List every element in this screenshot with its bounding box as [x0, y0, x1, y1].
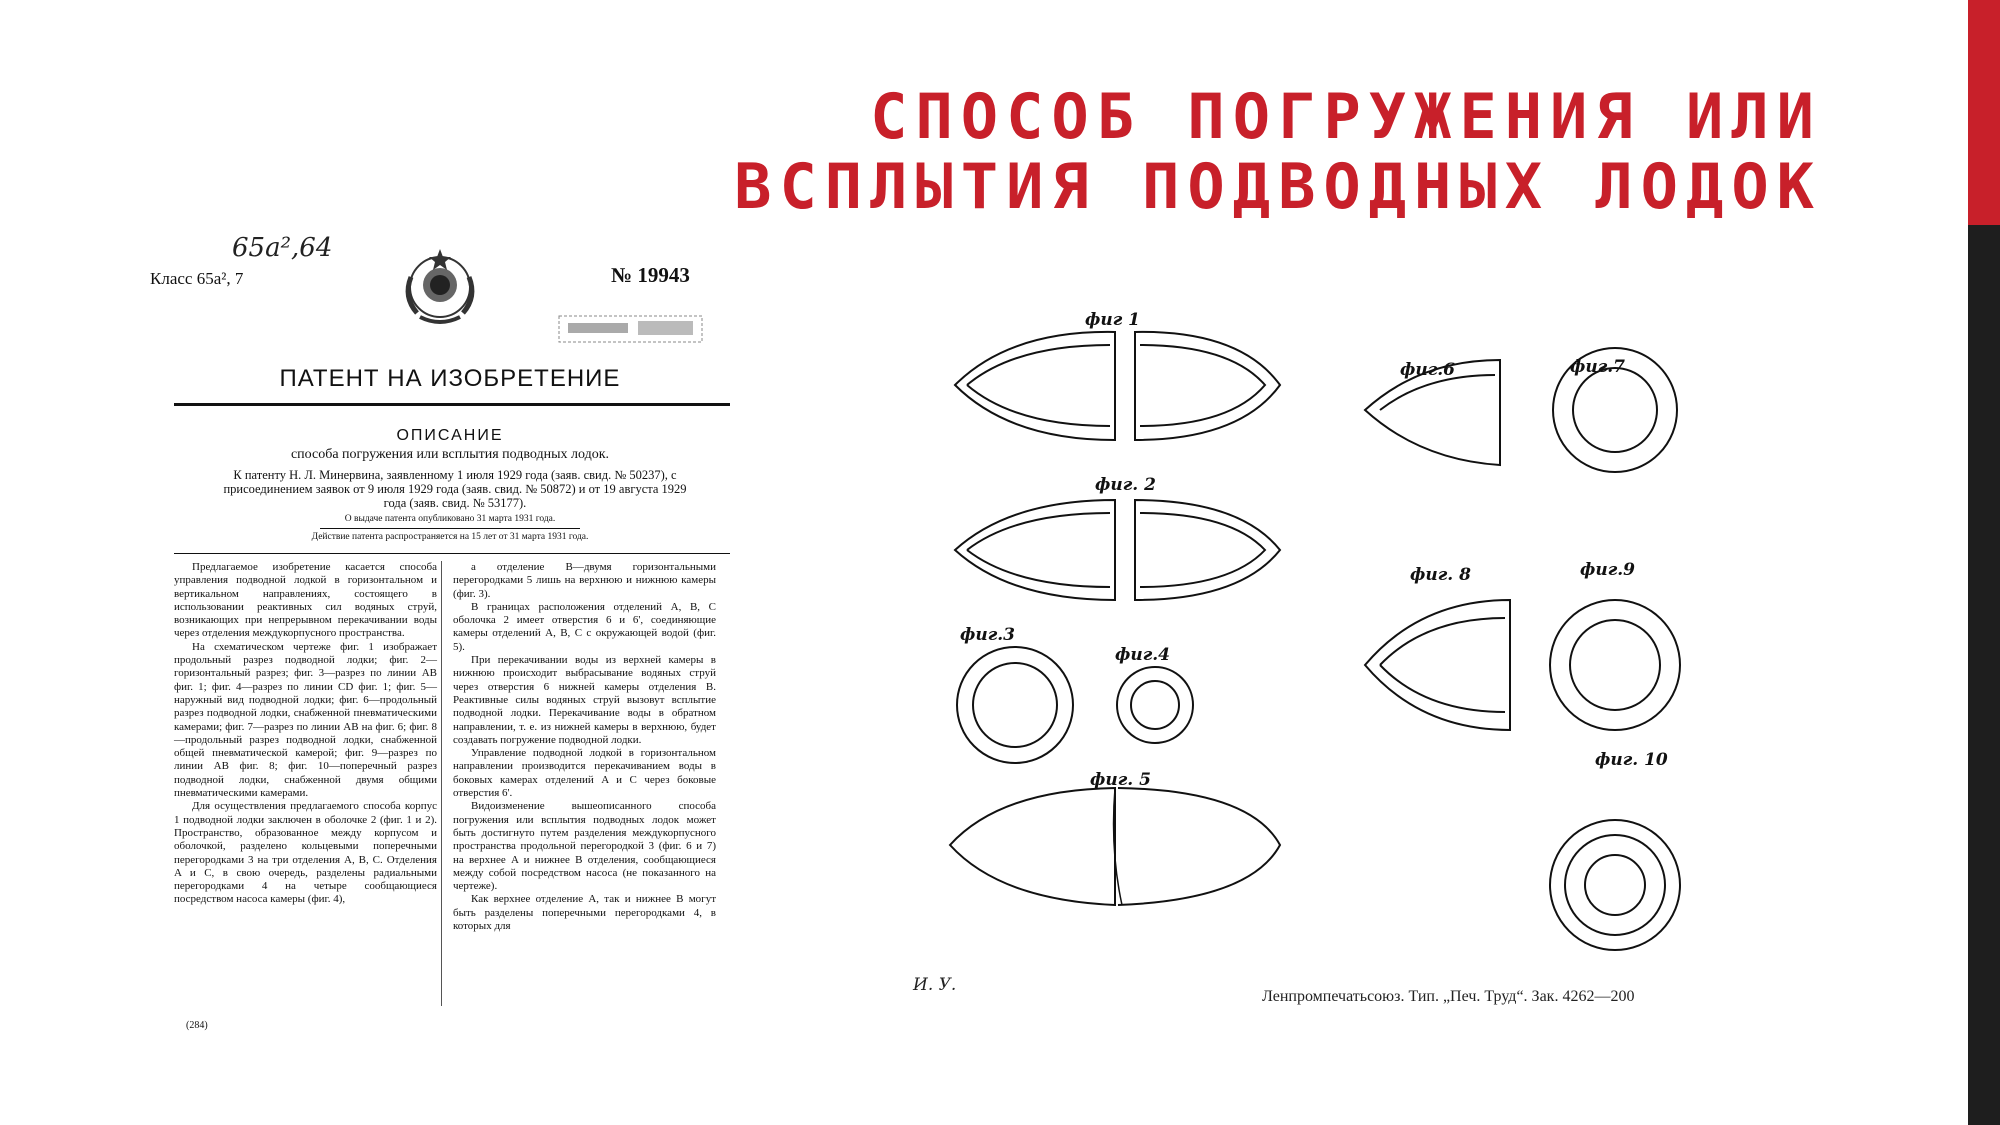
slide-title: СПОСОБ ПОГРУЖЕНИЯ ИЛИ ВСПЛЫТИЯ ПОДВОДНЫХ ЛОДОК — [734, 80, 1822, 223]
fig5-hull-left — [950, 788, 1115, 905]
right-accent-bar — [1968, 0, 2000, 1125]
paragraph: При перекачивании воды из верхней камеры в нижнюю происходит выбрасывание водяных струй через отверстия 6 нижней камеры отделения B. Реактивные силы водяных струй вызовут всплытие подводной лодки. Перекачивание воды в обратном направлении, т. е. из нижней камеры в верхнюю, будет создавать погружение подводной лодки. — [453, 654, 716, 746]
patent-claim-info: К патенту Н. Л. Минервина, заявленному 1 июля 1929 года (заяв. свид. № 50237), с присоединением заявок от 9 июля 1929 года (заяв. свид. № 50872) и от 19 августа 1929 года (заяв. свид. № 53177). — [223, 468, 687, 510]
right-text-column — [453, 561, 716, 933]
fig9-label: фиг.9 — [1580, 560, 1636, 580]
fig3-outer — [957, 647, 1073, 763]
fig1-hull-left — [955, 332, 1115, 440]
fig10-mid — [1565, 835, 1665, 935]
fig10-label: фиг. 10 — [1595, 750, 1668, 770]
fig4-label: фиг.4 — [1115, 645, 1171, 665]
red-accent — [1968, 0, 2000, 225]
paragraph: На схематическом чертеже фиг. 1 изображает продольный разрез подводной лодки; фиг. 2—горизонтальный разрез; фиг. 3—разрез по линии AB фиг. 1; фиг. 4—разрез по линии CD фиг. 1; фиг. 5—наружный вид подводной лодки; фиг. 6—продольный разрез подводной лодки, снабженной пневматическими камерами; фиг. 7—разрез по линии AB на фиг. 6; фиг. 8—продольный разрез подводной лодки, снабженной общей пневматической камерой; фиг. 9—разрез по линии AB фиг. 8; фиг. 10—поперечный разрез подводной лодки, снабженной двумя общими пневматическими камерами. — [174, 640, 437, 800]
patent-subject: способа погружения или всплытия подводных лодок. — [290, 447, 610, 462]
paragraph: Управление подводной лодкой в горизонтальном направлении производится перекачиванием воды в боковых камерах отделений A и C через боковые отверстия 6'. — [453, 747, 716, 800]
paragraph: Предлагаемое изобретение касается способа управления подводной лодкой в горизонтальном и вертикальном направлениях, состоящего в использовании реактивных сил водяных струй, возникающих при непрерывном перекачивании воды через отделения междукорпусного пространства. — [174, 561, 437, 640]
fig5-label: фиг. 5 — [1090, 770, 1151, 790]
fig7-label: фиг.7 — [1570, 357, 1626, 377]
fig8-label: фиг. 8 — [1410, 565, 1471, 585]
technical-drawings — [860, 300, 1740, 1020]
validity-note: Действие патента распространяется на 15 лет от 31 марта 1931 года. — [311, 532, 589, 542]
fig2-label: фиг. 2 — [1095, 475, 1156, 495]
drawings-svg — [860, 300, 1740, 1020]
opisanie-heading: ОПИСАНИЕ — [396, 427, 504, 444]
fig10-outer — [1550, 820, 1680, 950]
columns-rule — [174, 553, 730, 554]
left-text-column — [174, 561, 437, 907]
note-rule — [320, 528, 580, 529]
paragraph: Видоизменение вышеописанного способа погружения или всплытия подводных лодок может быть достигнуто путем разделения междукорпусного пространства продольной перегородкой 3 (фиг. 6 и 7) на верхнее A и нижнее B отделения, сообщающиеся между собой посредством насоса (не показанного на чертеже). — [453, 800, 716, 893]
fig1-label: фиг 1 — [1085, 310, 1141, 330]
fig10-inner — [1585, 855, 1645, 915]
fig4-outer — [1117, 667, 1193, 743]
fig6-label: фиг.6 — [1400, 360, 1456, 380]
fig2-hull-right — [1135, 500, 1280, 600]
library-stamp — [558, 315, 703, 343]
paragraph: Как верхнее отделение A, так и нижнее B могут быть разделены поперечными перегородками 4, в которых для — [453, 893, 716, 933]
patent-heading: ПАТЕНТ НА ИЗОБРЕТЕНИЕ — [279, 365, 621, 392]
soviet-emblem — [395, 247, 485, 333]
publication-note: О выдаче патента опубликовано 31 марта 1931 года. — [344, 514, 556, 524]
patent-document — [150, 225, 750, 1065]
fig1-hull-right — [1135, 332, 1280, 440]
fig5-hull-right — [1118, 788, 1280, 905]
heading-rule — [174, 403, 730, 406]
paragraph: Для осуществления предлагаемого способа корпус 1 подводной лодки заключен в оболочке 2 (фиг. 1 и 2). Пространство, образованное между корпусом и оболочкой, разделено кольцевыми поперечными перегородками 3 на три отделения A, B, C. Отделения A и C, в свою очередь, разделены радиальными перегородками 4 на четыре сообщающиеся посредством насоса камеры (фиг. 4), — [174, 800, 437, 906]
patent-number: № 19943 — [611, 263, 690, 287]
page-number: (284) — [186, 1020, 208, 1031]
fig3-label: фиг.3 — [960, 625, 1016, 645]
paragraph: а отделение B—двумя горизонтальными перегородками 5 лишь на верхнюю и нижнюю камеры (фиг. 3). — [453, 561, 716, 600]
printer-imprint: Ленпромпечатьсоюз. Тип. „Печ. Труд“. Зак. 4262—200 — [1262, 988, 1635, 1005]
handwritten-class-note: 65a²,64 — [232, 233, 333, 263]
fig4-inner — [1131, 681, 1179, 729]
fig9-inner — [1570, 620, 1660, 710]
fig2-hull-left — [955, 500, 1115, 600]
fig7-inner — [1573, 368, 1657, 452]
paragraph: В границах расположения отделений A, B, C оболочка 2 имеет отверстия 6 и 6', соединяющие камеры отделений A, B, C с окружающей водой (фиг. 5). — [453, 600, 716, 653]
signature-initials: И. У. — [913, 975, 957, 995]
column-separator — [441, 561, 442, 1006]
fig3-inner — [973, 663, 1057, 747]
class-label: Класс 65a², 7 — [150, 269, 244, 288]
